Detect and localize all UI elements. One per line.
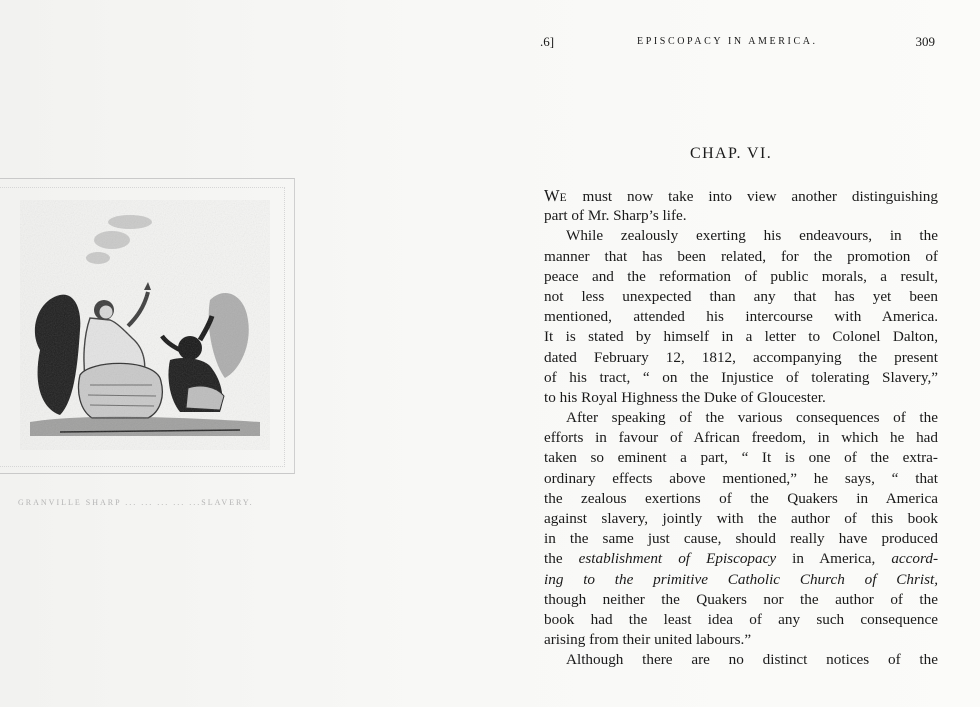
- text-run: the: [544, 550, 579, 568]
- text-line: mentioned, attended his intercourse with America.: [544, 308, 938, 326]
- text-line: [544, 549, 938, 569]
- initial-capital: W: [544, 186, 560, 205]
- text-run-italic: accord-: [891, 550, 938, 568]
- text-run: in America,: [776, 550, 892, 568]
- initial-small-cap: E: [559, 192, 568, 204]
- text-line-content: must now take into view another distinguishing: [567, 188, 938, 205]
- text-line: peace and the reformation of public morals, a result,: [544, 267, 938, 285]
- text-line: arising from their united labours.”: [544, 631, 752, 649]
- text-line: against slavery, jointly with the author of this book: [544, 510, 938, 527]
- text-line: Although there are no distinct notices of the: [566, 651, 938, 669]
- text-line: the zealous exertions of the Quakers in America: [544, 489, 938, 507]
- text-line: While zealously exerting his endeavours, in the: [566, 227, 938, 245]
- text-line: manner that has been related, for the promotion of: [544, 247, 938, 265]
- page-number: 309: [915, 34, 935, 49]
- running-head: [540, 34, 935, 52]
- text-line: book had the least idea of any such consequence: [544, 610, 938, 628]
- chapter-title: CHAP. VI.: [690, 145, 773, 162]
- text-line: taken so eminent a part, “ It is one of the extra-: [544, 449, 938, 467]
- text-line: ordinary effects above mentioned,” he says, “ that: [544, 469, 938, 487]
- text-line: not less unexpected than any that has yet been: [544, 287, 938, 305]
- running-head-title: EPISCOPACY IN AMERICA.: [637, 36, 818, 47]
- text-line: [544, 186, 938, 206]
- engraving-illustration: [20, 200, 270, 450]
- text-line: of his tract, “ on the Injustice of tolerating Slavery,”: [544, 368, 938, 386]
- body-text: [544, 186, 938, 671]
- text-line: though neither the Quakers nor the author of the: [544, 590, 938, 608]
- running-head-left: .6]: [540, 34, 555, 49]
- text-line: in the same just cause, should really have produced: [544, 530, 938, 548]
- text-line: It is stated by himself in a letter to Colonel Dalton,: [544, 328, 938, 346]
- text-line: dated February 12, 1812, accompanying the present: [544, 348, 938, 366]
- text-line: part of Mr. Sharp’s life.: [544, 207, 687, 225]
- text-line: efforts in favour of African freedom, in which he had: [544, 429, 938, 447]
- text-run-italic: establishment of Episcopacy: [578, 550, 777, 568]
- text-line: After speaking of the various consequences of the: [566, 409, 938, 427]
- text-line: to his Royal Highness the Duke of Gloucester.: [544, 388, 826, 406]
- text-line-italic: ing to the primitive Catholic Church of Christ,: [544, 570, 938, 588]
- plate-caption: GRANVILLE SHARP ... ... ... ... ...SLAVERY.: [18, 498, 254, 507]
